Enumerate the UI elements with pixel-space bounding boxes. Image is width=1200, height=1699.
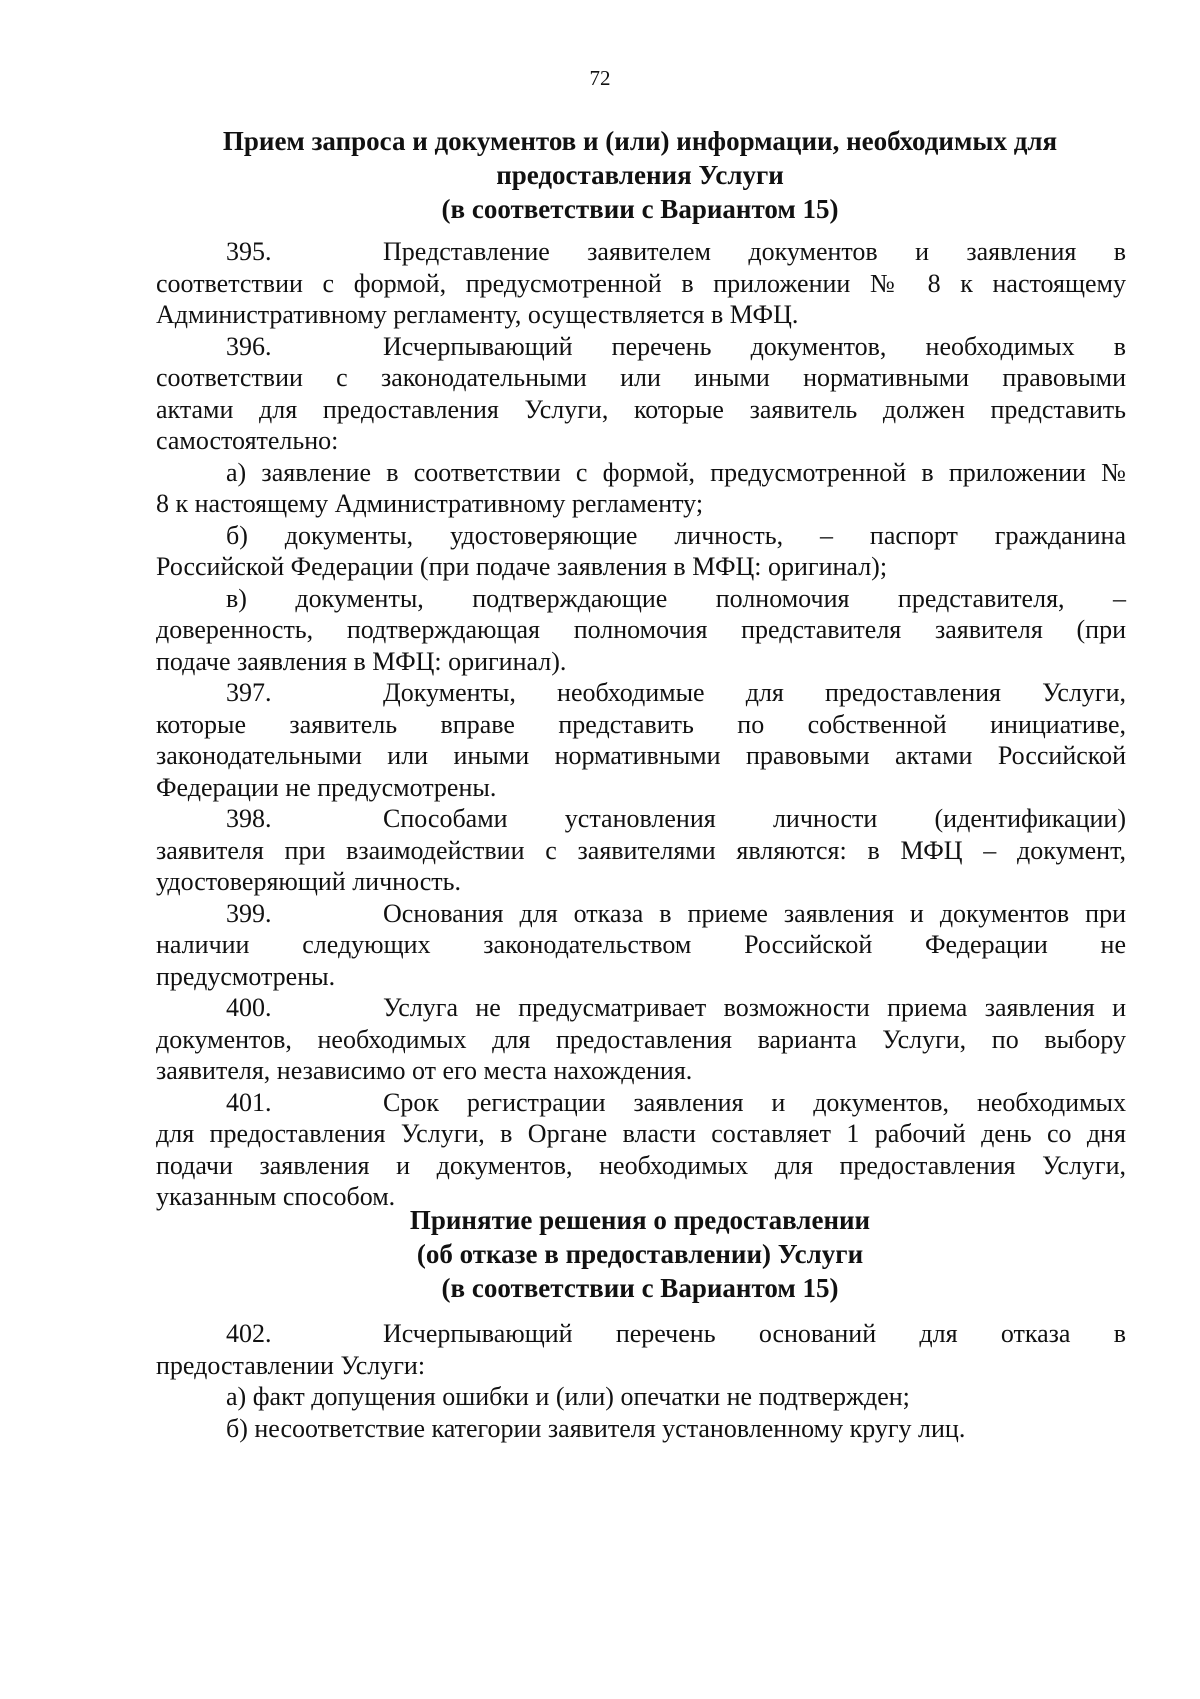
heading-line: (об отказе в предоставлении) Услуги (416, 1239, 864, 1269)
paragraph-line: заявителя, независимо от его места нахождения. (156, 1056, 693, 1085)
heading-line: (в соответствии с Вариантом 15) (441, 1273, 839, 1303)
paragraph-line: наличии следующих законодательством Российской Федерации не (156, 930, 1126, 959)
paragraph-line: соответствии с формой, предусмотренной в приложении № 8 к настоящему (156, 268, 1126, 298)
paragraph-line: самостоятельно: (156, 426, 339, 455)
paragraph-number: 402. (226, 1319, 272, 1348)
paragraph-number: 396. (226, 331, 272, 361)
numbered-paragraph (156, 898, 1126, 993)
paragraph-line: законодательными или иными нормативными правовыми актами Российской (156, 741, 1126, 770)
paragraph-line: а) факт допущения ошибки и (или) опечатки не подтвержден; (226, 1382, 910, 1411)
list-item (156, 1413, 1126, 1445)
paragraph-number: 400. (226, 993, 272, 1022)
numbered-paragraph (156, 1318, 1126, 1381)
paragraph-line: Представление заявителем документов и заявления в (383, 237, 1126, 266)
paragraph-line: которые заявитель вправе представить по собственной инициативе, (156, 709, 1126, 739)
section-body-intake (156, 236, 1126, 1213)
paragraph-line: Услуга не предусматривает возможности приема заявления и (383, 993, 1126, 1022)
paragraph-line: удостоверяющий личность. (156, 867, 461, 896)
numbered-paragraph (156, 992, 1126, 1087)
paragraph-line: Исчерпывающий перечень оснований для отказа в (383, 1319, 1126, 1348)
paragraph-number: 399. (226, 898, 272, 928)
paragraph-line: предоставлении Услуги: (156, 1350, 426, 1380)
numbered-paragraph (156, 1087, 1126, 1213)
numbered-paragraph (156, 236, 1126, 331)
numbered-paragraph (156, 803, 1126, 898)
page-number: 72 (589, 66, 611, 90)
paragraph-line: указанным способом. (156, 1182, 396, 1211)
section-heading-intake (150, 124, 1130, 226)
paragraph-line: для предоставления Услуги, в Органе власти составляет 1 рабочий день со дня (156, 1119, 1126, 1148)
paragraph-line: Федерации не предусмотрены. (156, 772, 497, 802)
paragraph-number: 395. (226, 237, 272, 266)
paragraph-line: Российской Федерации (при подаче заявления в МФЦ: оригинал); (156, 552, 888, 581)
list-item (156, 1381, 1126, 1413)
paragraph-line: подачи заявления и документов, необходимых для предоставления Услуги, (156, 1150, 1126, 1180)
heading-line: (в соответствии с Вариантом 15) (441, 194, 839, 224)
paragraph-line: 8 к настоящему Административному регламенту; (156, 489, 704, 518)
paragraph-line: Документы, необходимые для предоставления Услуги, (383, 678, 1126, 707)
paragraph-line: Способами установления личности (идентификации) (383, 804, 1126, 833)
paragraph-line: соответствии с законодательными или иными нормативными правовыми (156, 363, 1126, 392)
section-heading-decision (150, 1203, 1130, 1305)
paragraph-number: 398. (226, 804, 272, 833)
numbered-paragraph (156, 677, 1126, 803)
paragraph-line: Основания для отказа в приеме заявления и документов при (383, 898, 1126, 928)
heading-line: Прием запроса и документов и (или) информации, необходимых для (222, 126, 1058, 156)
paragraph-line: а) заявление в соответствии с формой, предусмотренной в приложении № (226, 457, 1126, 487)
paragraph-number: 397. (226, 678, 272, 707)
paragraph-line: подаче заявления в МФЦ: оригинал). (156, 646, 567, 676)
paragraph-line: документов, необходимых для предоставления варианта Услуги, по выбору (156, 1024, 1126, 1054)
paragraph-line: б) документы, удостоверяющие личность, – паспорт гражданина (226, 520, 1126, 550)
paragraph-line: б) несоответствие категории заявителя установленному кругу лиц. (226, 1413, 966, 1443)
paragraph-line: в) документы, подтверждающие полномочия представителя, – (226, 583, 1126, 613)
paragraph-line: Срок регистрации заявления и документов, необходимых (383, 1087, 1126, 1117)
list-item (156, 520, 1126, 583)
paragraph-line: актами для предоставления Услуги, которые заявитель должен представить (156, 394, 1126, 424)
heading-line: Принятие решения о предоставлении (409, 1205, 871, 1235)
list-item (156, 583, 1126, 678)
section-body-decision (156, 1318, 1126, 1444)
paragraph-line: Административному регламенту, осуществляется в МФЦ. (156, 300, 799, 329)
heading-line: предоставления Услуги (496, 160, 784, 190)
list-item (156, 457, 1126, 520)
paragraph-line: доверенность, подтверждающая полномочия представителя заявителя (при (156, 615, 1126, 644)
paragraph-line: Исчерпывающий перечень документов, необходимых в (383, 331, 1126, 361)
paragraph-line: заявителя при взаимодействии с заявителями являются: в МФЦ – документ, (156, 835, 1126, 865)
paragraph-number: 401. (226, 1087, 272, 1117)
numbered-paragraph (156, 331, 1126, 457)
paragraph-line: предусмотрены. (156, 961, 336, 991)
